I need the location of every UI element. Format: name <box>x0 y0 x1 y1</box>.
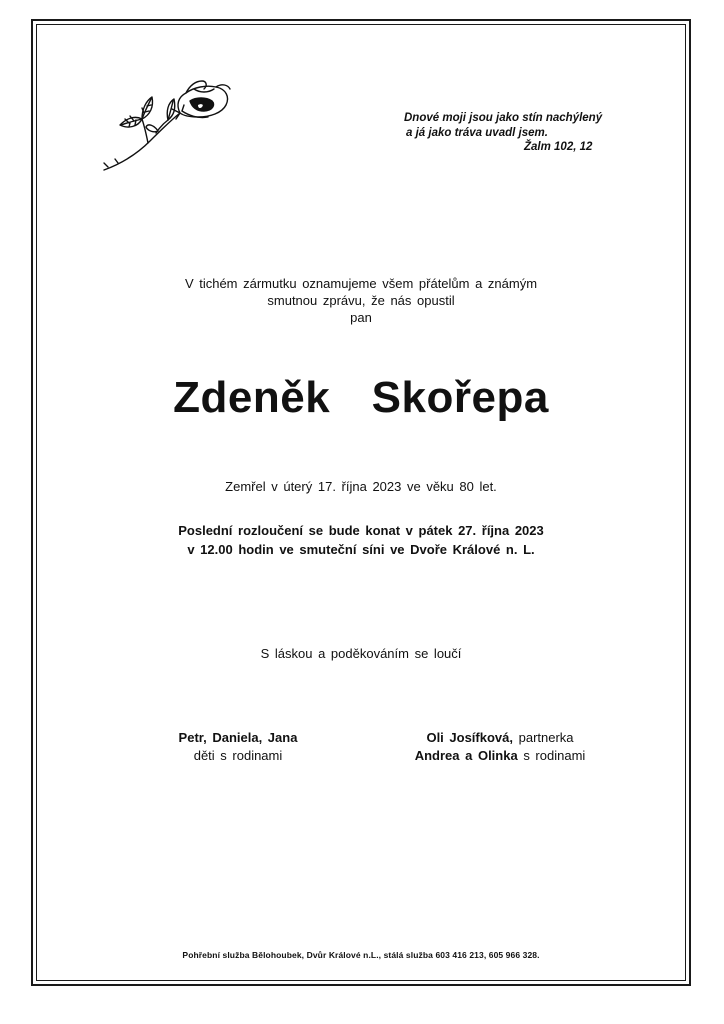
psalm-reference: Žalm 102, 12 <box>524 141 593 153</box>
farewell-line-2: v 12.00 hodin ve smuteční síni ve Dvoře Králové n. L. <box>187 542 535 557</box>
death-notice: Zemřel v úterý 17. října 2023 ve věku 80 let. <box>225 479 497 494</box>
rose-icon <box>98 75 233 175</box>
farewell-line-1: Poslední rozloučení se bude konat v pátek 27. října 2023 <box>178 523 544 538</box>
psalm-line-1: Dnové moji jsou jako stín nachýlený <box>404 112 603 124</box>
psalm-quote <box>404 111 654 155</box>
partner-relation: partnerka <box>513 730 574 745</box>
closing-line: S láskou a poděkováním se loučí <box>260 646 462 661</box>
deceased-name: Zdeněk Skořepa <box>173 373 549 422</box>
children-relation: děti s rodinami <box>193 748 283 763</box>
mourners-children <box>158 729 318 765</box>
grandchildren-relation: s rodinami <box>517 748 586 763</box>
farewell-notice <box>36 521 686 559</box>
partner-name: Oli Josífková, <box>426 730 513 745</box>
partner-line <box>380 729 620 747</box>
intro-line-3: pan <box>350 310 372 325</box>
funeral-service-footer: Pohřební služba Bělohoubek, Dvůr Králové n.L., stálá služba 603 416 213, 605 966 328. <box>182 950 540 960</box>
psalm-line-2: a já jako tráva uvadl jsem. <box>406 126 548 139</box>
children-names: Petr, Daniela, Jana <box>178 730 298 745</box>
intro-line-1: V tichém zármutku oznamujeme všem přátelům a známým <box>184 276 538 291</box>
grandchildren-line <box>380 747 620 765</box>
intro-line-2: smutnou zprávu, že nás opustil <box>267 293 455 308</box>
mourners-partner <box>380 729 620 765</box>
grandchildren-names: Andrea a Olinka <box>414 748 518 763</box>
announcement-intro <box>36 275 686 326</box>
